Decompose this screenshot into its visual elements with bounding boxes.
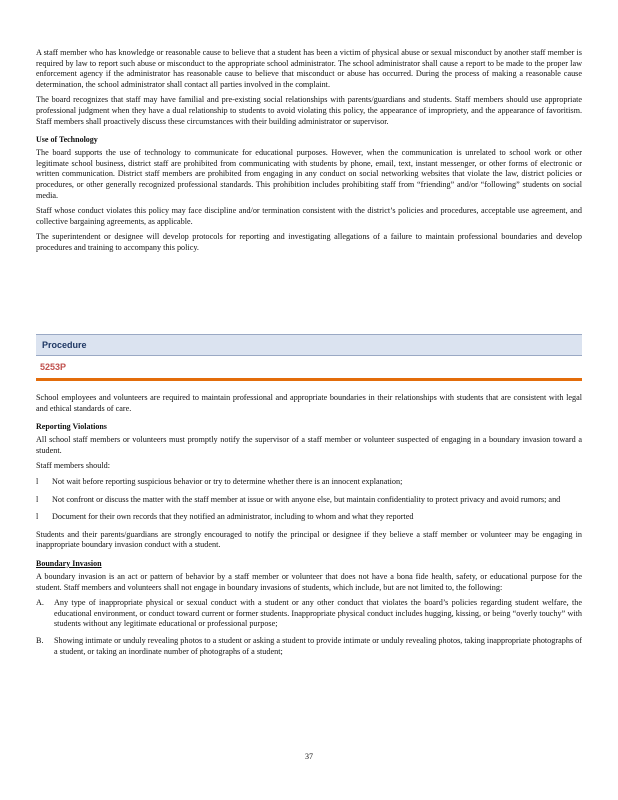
item-text: Showing intimate or unduly revealing photos to a student or asking a student to provide intimate or unduly revealing photos, taking inappropriate photographs of a student, or taking an inordinate number of photographs of a student; xyxy=(54,635,582,656)
technology-paragraph: The board supports the use of technology to communicate for educational purposes. However, when the communication is unrelated to school work or other legitimate school business, district staff are prohibited from communicating with students by phone, email, text, instant messenger, or other forms of electronic or written communication. District staff members are prohibited from engaging in any conduct on social networking websites that violate the law, district policies or procedures, or other generally recognized professional standards. This prohibition includes prohibiting staff from “friending” and/or “following” students on social media. xyxy=(36,148,582,200)
procedure-band xyxy=(36,334,582,356)
reporting-duty-paragraph: A staff member who has knowledge or reasonable cause to believe that a student has been a victim of physical abuse or sexual misconduct by another staff member is required by law to report such abuse or misconduct to the appropriate school administrator. The school administrator shall cause a report to be made to the proper law enforcement agency if the administrator has reasonable cause to believe that misconduct or abuse has occurred. During the process of making a reasonable cause determination, the school administrator shall contact all parties involved in the complaint. xyxy=(36,48,582,89)
page-number: 37 xyxy=(305,752,313,761)
list-item xyxy=(36,495,582,506)
bullet-text: Not wait before reporting suspicious behavior or try to determine whether there is an innocent explanation; xyxy=(52,476,403,486)
boundary-invasion-heading: Boundary Invasion xyxy=(36,558,102,568)
item-letter: A. xyxy=(36,598,44,608)
procedure-label: Procedure xyxy=(42,340,87,350)
procedure-code: 5253P xyxy=(40,362,67,372)
notify-paragraph: All school staff members or volunteers must promptly notify the supervisor of a staff member or volunteer suspected of engaging in a boundary invasion toward a student. xyxy=(36,435,582,455)
students-parents-paragraph: Students and their parents/guardians are strongly encouraged to notify the principal or designee if they believe a staff member or volunteer may be engaging in inappropriate boundary invasion conduct with a student. xyxy=(36,529,582,550)
bullet-text: Not confront or discuss the matter with the staff member at issue or with anyone else, but maintain confidentiality to protect privacy and avoid rumors; and xyxy=(52,494,561,504)
relationships-paragraph: The board recognizes that staff may have familial and pre-existing social relationships with parents/guardians and students. Staff members should use appropriate professional judgment when they have a dual relationship to students to avoid violating this policy, the appearance of impropriety, and the appearance of favoritism. Staff members shall proactively discuss these circumstances with their building administrator or supervisor. xyxy=(36,95,582,126)
bullet-mark: l xyxy=(36,476,39,486)
list-item xyxy=(36,598,582,630)
list-item xyxy=(36,512,582,523)
discipline-paragraph: Staff whose conduct violates this policy may face discipline and/or termination consistent with the district’s policies and procedures, acceptable use agreement, and collective bargaining agreements, as applicable. xyxy=(36,206,582,226)
reporting-violations-heading: Reporting Violations xyxy=(36,422,107,432)
boundary-invasion-paragraph: A boundary invasion is an act or pattern of behavior by a staff member or volunteer that does not have a bona fide health, safety, or educational purpose for the student. Staff members and volunteers shall not engage in boundary invasions of students, which include, but are not limited to, the following: xyxy=(36,571,582,592)
item-letter: B. xyxy=(36,635,44,645)
bullet-mark: l xyxy=(36,494,39,504)
bullet-text: Document for their own records that they notified an administrator, including to whom and what they reported xyxy=(52,512,414,522)
protocols-paragraph: The superintendent or designee will develop protocols for reporting and investigating allegations of a failure to maintain professional boundaries and develop procedures and training to accompany this policy. xyxy=(36,232,582,252)
procedure-section xyxy=(36,393,582,663)
technology-heading: Use of Technology xyxy=(36,135,98,145)
bullet-mark: l xyxy=(36,512,39,522)
list-item xyxy=(36,636,582,657)
policy-section xyxy=(36,48,582,259)
item-text: Any type of inappropriate physical or sexual conduct with a student or any other conduct that violates the board’s policies regarding student welfare, the educational environment, or conduct toward current or former students. Inappropriate physical conduct includes hugging, kissing, or being “overly touchy” with students without any legitimate educational or professional purpose; xyxy=(54,598,582,629)
staff-should-paragraph: Staff members should: xyxy=(36,461,110,471)
divider-rule xyxy=(36,378,582,381)
boundaries-intro-paragraph: School employees and volunteers are required to maintain professional and appropriate boundaries in their relationships with students that are consistent with legal and ethical standards of care. xyxy=(36,393,582,413)
list-item xyxy=(36,477,582,488)
